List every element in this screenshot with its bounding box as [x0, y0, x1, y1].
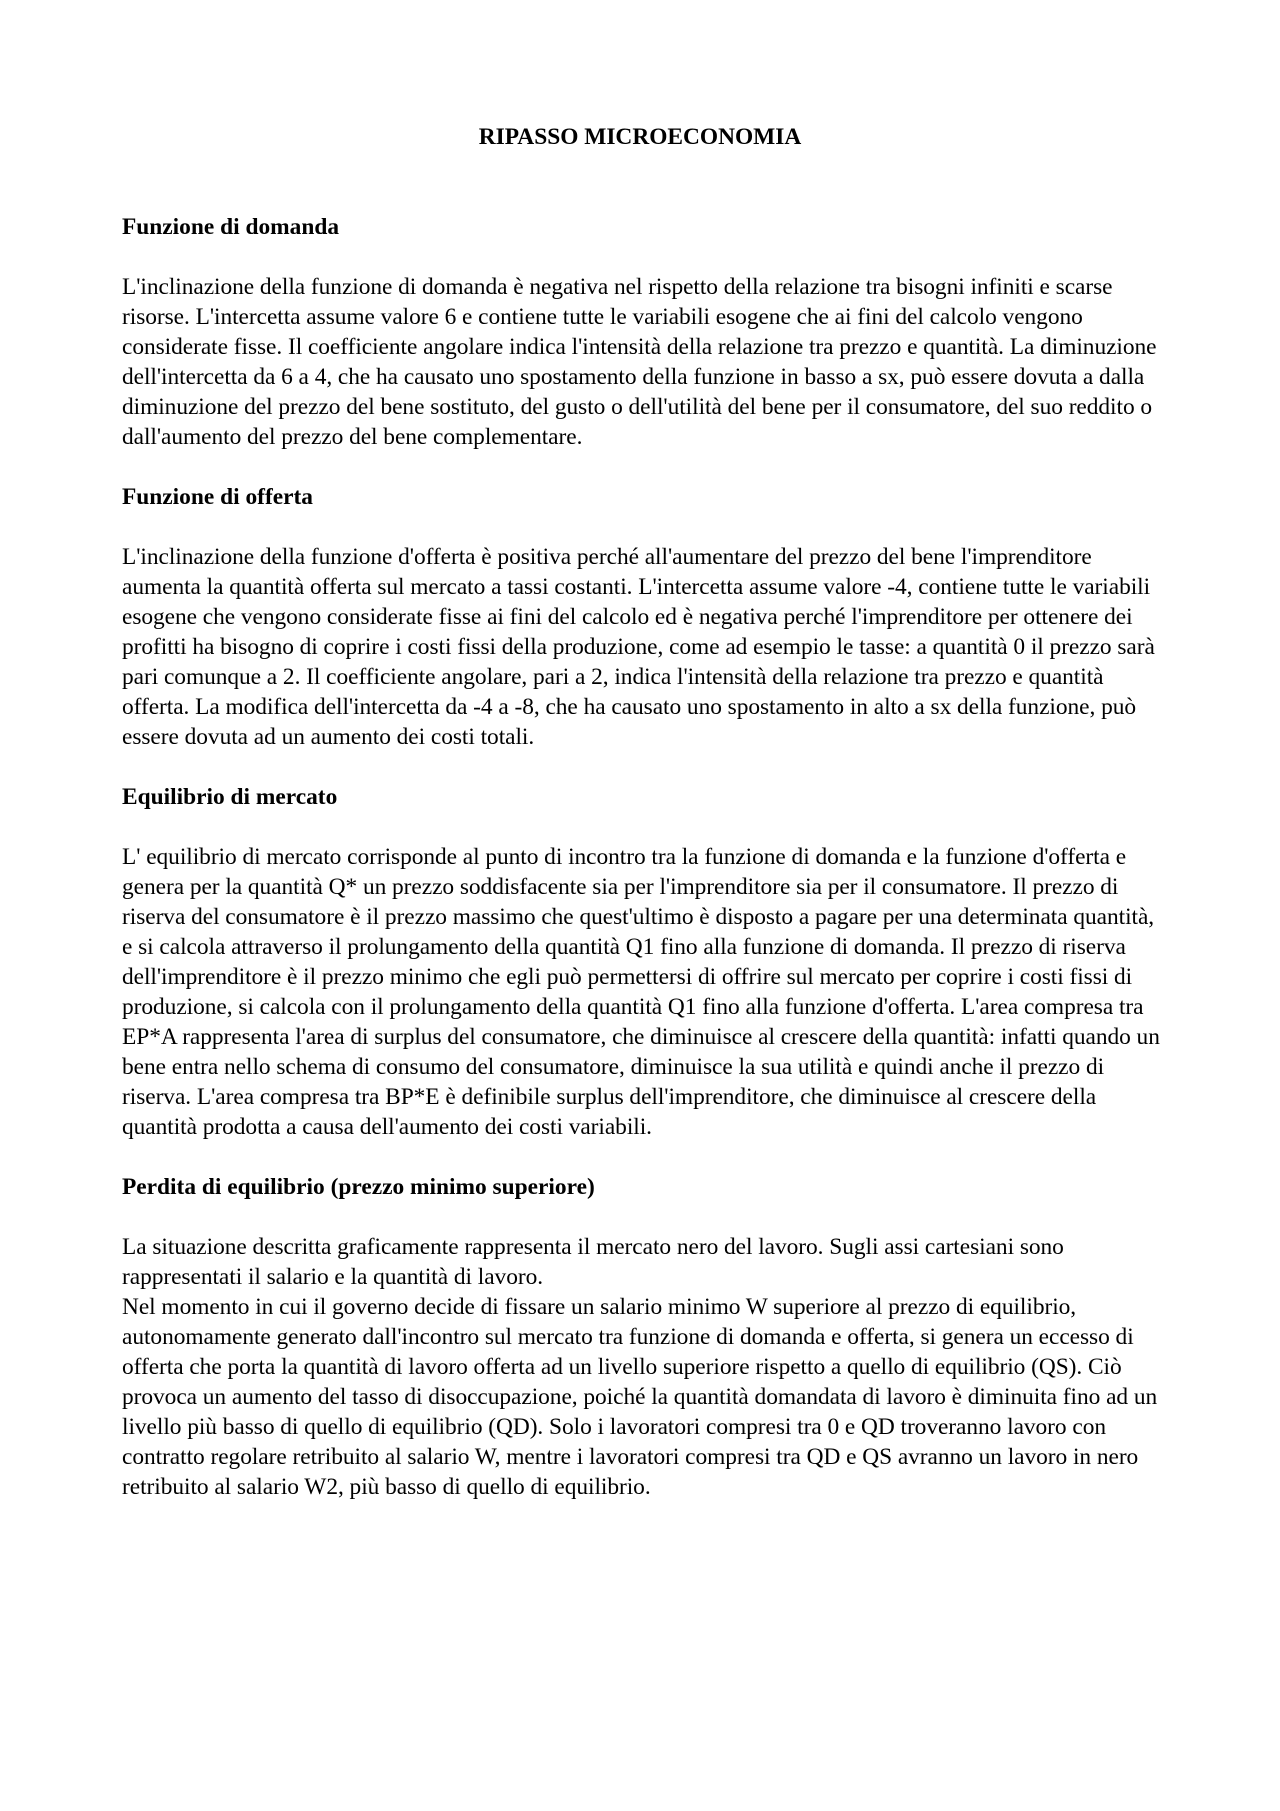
document-content — [122, 212, 1168, 1502]
section-heading: Perdita di equilibrio (prezzo minimo superiore) — [122, 1174, 595, 1200]
section-equilibrio-di-mercato — [122, 782, 1168, 1142]
paragraph: L' equilibrio di mercato corrisponde al punto di incontro tra la funzione di domanda e la funzione d'offerta e genera per la quantità Q* un prezzo soddisfacente sia per l'imprenditore sia per il consumatore. Il prezzo di riserva del consumatore è il prezzo massimo che quest'ultimo è disposto a pagare per una determinata quantità, e si calcola attraverso il prolungamento della quantità Q1 fino alla funzione di domanda. Il prezzo di riserva dell'imprenditore è il prezzo minimo che egli può permettersi di offrire sul mercato per coprire i costi fissi di produzione, si calcola con il prolungamento della quantità Q1 fino alla funzione d'offerta. L'area compresa tra EP*A rappresenta l'area di surplus del consumatore, che diminuisce al crescere della quantità: infatti quando un bene entra nello schema di consumo del consumatore, diminuisce la sua utilità e quindi anche il prezzo di riserva. L'area compresa tra BP*E è definibile surplus dell'imprenditore, che diminuisce al crescere della quantità prodotta a causa dell'aumento dei costi variabili. — [122, 844, 1160, 1140]
section-funzione-di-offerta — [122, 482, 1168, 752]
paragraph: L'inclinazione della funzione d'offerta è positiva perché all'aumentare del prezzo del bene l'imprenditore aumenta la quantità offerta sul mercato a tassi costanti. L'intercetta assume valore -4, contiene tutte le variabili esogene che vengono considerate fisse ai fini del calcolo ed è negativa perché l'imprenditore per ottenere dei profitti ha bisogno di coprire i costi fissi della produzione, come ad esempio le tasse: a quantità 0 il prezzo sarà pari comunque a 2. Il coefficiente angolare, pari a 2, indica l'intensità della relazione tra prezzo e quantità offerta. La modifica dell'intercetta da -4 a -8, che ha causato uno spostamento in alto a sx della funzione, può essere dovuta ad un aumento dei costi totali. — [122, 544, 1155, 750]
section-body — [122, 1232, 1168, 1502]
paragraph: L'inclinazione della funzione di domanda è negativa nel rispetto della relazione tra bisogni infiniti e scarse risorse. L'intercetta assume valore 6 e contiene tutte le variabili esogene che ai fini del calcolo vengono considerate fisse. Il coefficiente angolare indica l'intensità della relazione tra prezzo e quantità. La diminuzione dell'intercetta da 6 a 4, che ha causato uno spostamento della funzione in basso a sx, può essere dovuta a dalla diminuzione del prezzo del bene sostituto, del gusto o dell'utilità del bene per il consumatore, del suo reddito o dall'aumento del prezzo del bene complementare. — [122, 274, 1157, 450]
section-heading: Equilibrio di mercato — [122, 784, 338, 810]
section-heading: Funzione di domanda — [122, 214, 340, 240]
section-heading: Funzione di offerta — [122, 484, 313, 510]
paragraph: La situazione descritta graficamente rappresenta il mercato nero del lavoro. Sugli assi cartesiani sono rappresentati il salario e la quantità di lavoro. — [122, 1234, 1064, 1290]
section-perdita-di-equilibrio — [122, 1172, 1168, 1502]
section-body — [122, 842, 1168, 1142]
section-body — [122, 542, 1168, 752]
document-title: RIPASSO MICROECONOMIA — [478, 124, 802, 150]
section-body — [122, 272, 1168, 452]
paragraph: Nel momento in cui il governo decide di fissare un salario minimo W superiore al prezzo di equilibrio, autonomamente generato dall'incontro sul mercato tra funzione di domanda e offerta, si genera un eccesso di offerta che porta la quantità di lavoro offerta ad un livello superiore rispetto a quello di equilibrio (QS). Ciò provoca un aumento del tasso di disoccupazione, poiché la quantità domandata di lavoro è diminuita fino ad un livello più basso di quello di equilibrio (QD). Solo i lavoratori compresi tra 0 e QD troveranno lavoro con contratto regolare retribuito al salario W, mentre i lavoratori compresi tra QD e QS avranno un lavoro in nero retribuito al salario W2, più basso di quello di equilibrio. — [122, 1294, 1158, 1500]
section-funzione-di-domanda — [122, 212, 1168, 452]
